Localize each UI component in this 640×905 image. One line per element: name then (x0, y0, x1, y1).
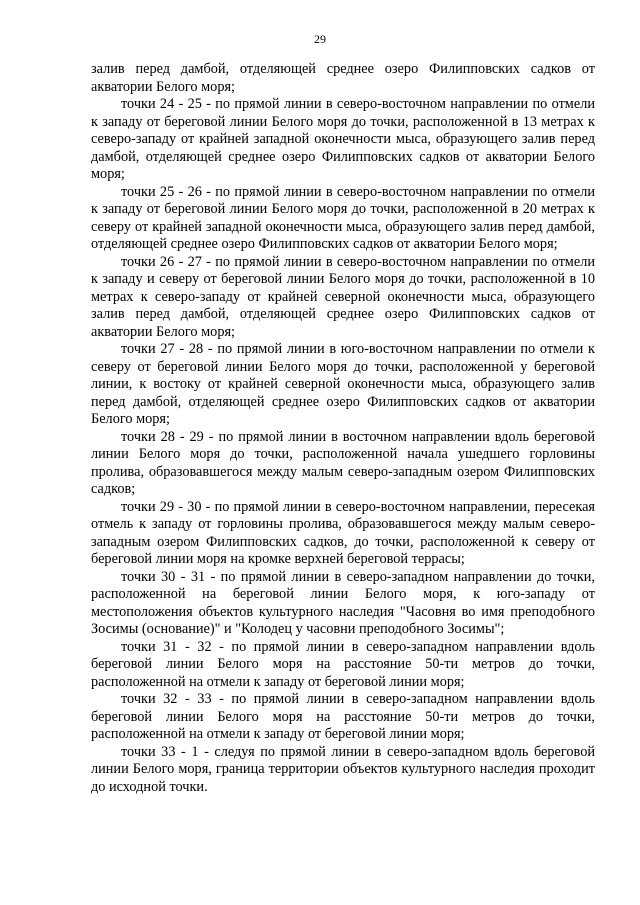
body-text (91, 61, 595, 796)
paragraph-points-28-29: точки 28 - 29 - по прямой линии в восточном направлении вдоль береговой линии Белого моря до точки, расположенной начала ушедшего горловины пролива, образовавшегося между малым северо-западным озером Филипповских садков; (91, 428, 595, 497)
paragraph-points-26-27: точки 26 - 27 - по прямой линии в северо-восточном направлении по отмели к западу и северу от береговой линии Белого моря до точки, расположенной в 10 метрах к северо-западу от крайней северной оконечности мыса, образующего залив перед дамбой, отделяющей среднее озеро Филипповских садков от акватории Белого моря; (91, 253, 595, 340)
paragraph-points-24-25: точки 24 - 25 - по прямой линии в северо-восточном направлении по отмели к западу от береговой линии Белого моря до точки, расположенной в 13 метрах к северо-западу от крайней западной оконечности мыса, образующего залив перед дамбой, отделяющей среднее озеро Филипповских садков от акватории Белого моря; (91, 96, 595, 182)
paragraph-points-29-30: точки 29 - 30 - по прямой линии в северо-восточном направлении, пересекая отмель к западу от горловины пролива, образовавшегося между малым северо-западным озером Филипповских садков, до точки, расположенной к северу от береговой линии моря на кромке верхней береговой террасы; (91, 498, 595, 567)
paragraph-continuation: залив перед дамбой, отделяющей среднее озеро Филипповских садков от акватории Белого моря; (91, 61, 595, 95)
paragraph-points-30-31: точки 30 - 31 - по прямой линии в северо-западном направлении до точки, расположенной на береговой линии Белого моря, к юго-западу от местоположения объектов культурного наследия "Часовня во имя преподобного Зосимы (основание)" и "Колодец у часовни преподобного Зосимы"; (91, 568, 595, 637)
paragraph-points-31-32: точки 31 - 32 - по прямой линии в северо-западном направлении вдоль береговой линии Белого моря на расстояние 50-ти метров до точки, расположенной на отмели к западу от береговой линии моря; (91, 638, 595, 690)
paragraph-points-27-28: точки 27 - 28 - по прямой линии в юго-восточном направлении по отмели к северу от береговой линии Белого моря до точки, расположенной у береговой линии, к востоку от крайней северной оконечности мыса, образующего залив перед дамбой, отделяющей среднее озеро Филипповских садков от акватории Белого моря; (91, 341, 595, 427)
page-number: 29 (314, 32, 326, 46)
paragraph-points-25-26: точки 25 - 26 - по прямой линии в северо-восточном направлении по отмели к западу от береговой линии Белого моря до точки, расположенной в 20 метрах к северу от крайней западной оконечности мыса, образующего залив перед дамбой, отделяющей среднее озеро Филипповских садков от акватории Белого моря; (91, 183, 595, 252)
paragraph-points-32-33: точки 32 - 33 - по прямой линии в северо-западном направлении вдоль береговой линии Белого моря на расстояние 50-ти метров до точки, расположенной на отмели к западу от береговой линии моря; (91, 691, 595, 742)
paragraph-points-33-1: точки 33 - 1 - следуя по прямой линии в северо-западном вдоль береговой линии Белого моря, граница территории объектов культурного наследия проходит до исходной точки. (91, 743, 595, 795)
